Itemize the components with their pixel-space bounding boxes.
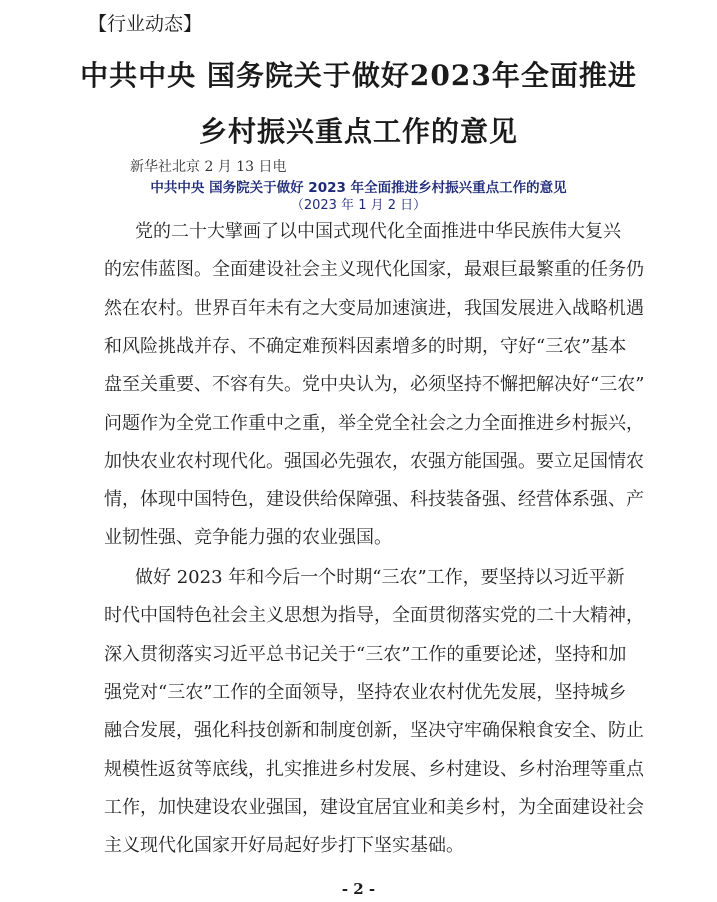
paragraph-line: 和风险挑战并存、不确定难预料因素增多的时期，守好“三农”基本 bbox=[104, 335, 627, 357]
paragraph-line: 的宏伟蓝图。全面建设社会主义现代化国家，最艰巨最繁重的任务仍 bbox=[104, 259, 644, 281]
paragraph-line: 时代中国特色社会主义思想为指导，全面贯彻落实党的二十大精神， bbox=[104, 605, 644, 627]
page-number: - 2 - bbox=[341, 880, 376, 898]
sub-title: 中共中央 国务院关于做好 2023 年全面推进乡村振兴重点工作的意见 bbox=[150, 180, 567, 196]
paragraph-line: 工作，加快建设农业强国，建设宜居宜业和美乡村，为全面建设社会 bbox=[104, 796, 644, 818]
section-tag: 【行业动态】 bbox=[88, 13, 203, 35]
paragraph-line: 融合发展，强化科技创新和制度创新，坚决守牢确保粮食安全、防止 bbox=[104, 720, 644, 742]
document-title-line-1: 中共中央 国务院关于做好2023年全面推进 bbox=[80, 59, 637, 92]
paragraph-line: 主义现代化国家开好局起好步打下坚实基础。 bbox=[104, 835, 464, 857]
paragraph-line: 加快农业农村现代化。强国必先强农，农强方能国强。要立足国情农 bbox=[104, 450, 644, 472]
paragraph-line: 强党对“三农”工作的全面领导，坚持农业农村优先发展，坚持城乡 bbox=[104, 681, 627, 703]
paragraph-line: 情，体现中国特色，建设供给保障强、科技装备强、经营体系强、产 bbox=[104, 489, 644, 511]
dateline: 新华社北京 2 月 13 日电 bbox=[130, 159, 287, 175]
sub-date: （2023 年 1 月 2 日） bbox=[290, 198, 427, 213]
paragraph-line: 盘至关重要、不容有失。党中央认为，必须坚持不懈把解决好“三农” bbox=[104, 374, 645, 396]
paragraph-line: 规模性返贫等底线，扎实推进乡村发展、乡村建设、乡村治理等重点 bbox=[104, 758, 644, 780]
paragraph-line: 业韧性强、竞争能力强的农业强国。 bbox=[104, 527, 392, 549]
paragraph-line: 深入贯彻落实习近平总书记关于“三农”工作的重要论述，坚持和加 bbox=[104, 643, 627, 665]
paragraph-line: 党的二十大擘画了以中国式现代化全面推进中华民族伟大复兴 bbox=[135, 221, 621, 242]
paragraph-line: 然在农村。世界百年未有之大变局加速演进，我国发展进入战略机遇 bbox=[104, 297, 644, 319]
paragraph-line: 问题作为全党工作重中之重，举全党全社会之力全面推进乡村振兴， bbox=[104, 412, 644, 434]
paragraph-line: 做好 2023 年和今后一个时期“三农”工作，要坚持以习近平新 bbox=[135, 567, 625, 588]
document-title-line-2: 乡村振兴重点工作的意见 bbox=[198, 115, 518, 148]
